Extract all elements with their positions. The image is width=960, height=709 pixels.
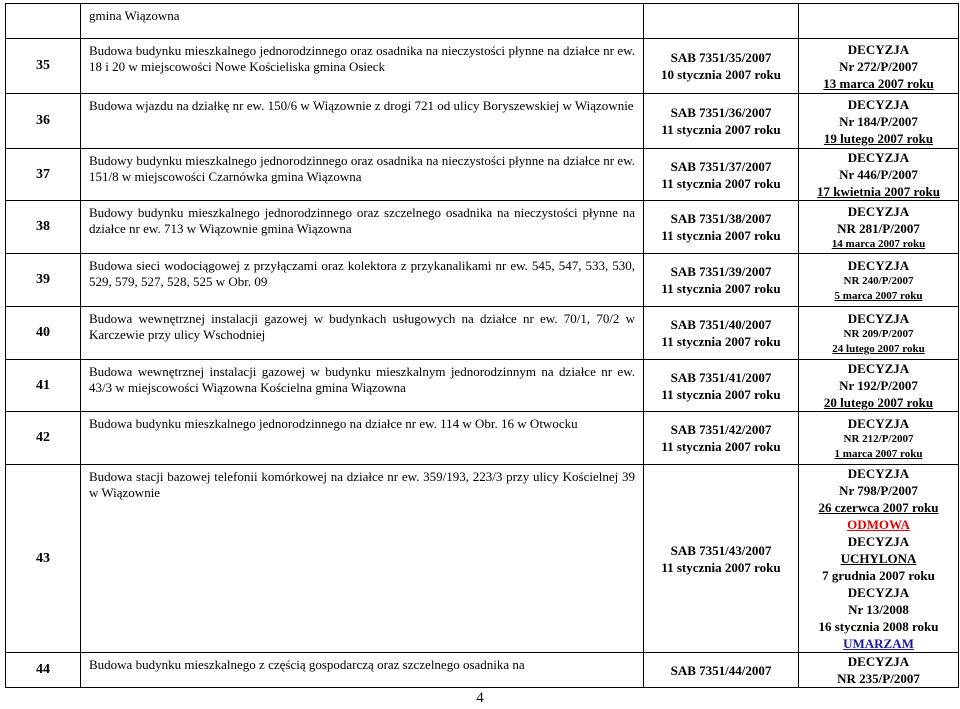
decision-cell — [799, 412, 959, 465]
sab-reference: SAB 7351/41/2007 — [670, 369, 772, 385]
decision-date: 13 marca 2007 roku — [823, 75, 934, 91]
sab-cell — [644, 653, 799, 688]
decision-cell — [799, 201, 959, 254]
table-row — [6, 360, 959, 412]
decision-date: 5 marca 2007 roku — [834, 289, 923, 302]
row-description: Budowy budynku mieszkalnego jednorodzinnego oraz osadnika na nieczystości płynne na działce nr ew. 151/8 w miejscowości Czarnówka gmina Wiązowna — [81, 149, 644, 201]
table-row — [6, 653, 959, 688]
decision-title: DECYZJA — [847, 466, 910, 481]
table-row — [6, 254, 959, 307]
decision-date: 19 lutego 2007 roku — [823, 130, 934, 146]
decision-date: 7 grudnia 2007 roku — [822, 568, 935, 583]
decision-number: Nr 13/2008 — [848, 602, 909, 617]
row-description: Budowa stacji bazowej telefonii komórkowej na działce nr ew. 359/193, 223/3 przy ulicy Kościelnej 39 w Wiązownie — [81, 465, 644, 653]
decision-number: NR 281/P/2007 — [837, 220, 920, 236]
decision-date: 24 lutego 2007 roku — [832, 342, 925, 355]
sab-date: 11 stycznia 2007 roku — [661, 559, 781, 575]
sab-date: 11 stycznia 2007 roku — [661, 122, 781, 137]
sab-cell — [644, 4, 799, 39]
decision-date: 1 marca 2007 roku — [834, 447, 923, 460]
sab-cell — [644, 254, 799, 307]
decision-title: DECYZJA — [847, 257, 910, 273]
decision-status-refusal: ODMOWA — [847, 517, 910, 532]
row-number: 40 — [6, 307, 81, 360]
decision-number: NR 212/P/2007 — [843, 432, 914, 445]
sab-reference: SAB 7351/35/2007 — [670, 50, 772, 65]
table-row — [6, 465, 959, 653]
decision-number: NR 209/P/2007 — [843, 327, 914, 340]
decision-number: NR 240/P/2007 — [843, 274, 914, 287]
decision-title: DECYZJA — [847, 534, 910, 549]
row-description: Budowa budynku mieszkalnego jednorodzinnego na działce nr ew. 114 w Obr. 16 w Otwocku — [81, 412, 644, 465]
decision-cell — [799, 94, 959, 149]
table-row — [6, 201, 959, 254]
table-row — [6, 4, 959, 39]
sab-date: 11 stycznia 2007 roku — [661, 228, 781, 243]
sab-cell — [644, 360, 799, 412]
table-row — [6, 149, 959, 201]
sab-reference: SAB 7351/42/2007 — [670, 422, 772, 437]
row-number: 44 — [6, 653, 81, 688]
sab-cell — [644, 94, 799, 149]
decision-number: Nr 192/P/2007 — [839, 378, 918, 393]
table-row — [6, 94, 959, 149]
decision-date: 26 czerwca 2007 roku — [818, 500, 939, 515]
decision-number: Nr 798/P/2007 — [839, 483, 918, 498]
decision-title: DECYZJA — [847, 415, 910, 431]
sab-cell — [644, 412, 799, 465]
register-table — [5, 3, 959, 688]
decision-title: DECYZJA — [847, 203, 910, 219]
sab-cell — [644, 465, 799, 653]
decision-cell — [799, 465, 959, 653]
table-row — [6, 307, 959, 360]
row-description: Budowa budynku mieszkalnego z częścią gospodarczą oraz szczelnego osadnika na — [81, 653, 644, 688]
decision-title: DECYZJA — [847, 41, 910, 57]
sab-reference: SAB 7351/38/2007 — [670, 211, 772, 226]
decision-number: Nr 272/P/2007 — [839, 58, 918, 74]
sab-reference: SAB 7351/36/2007 — [670, 105, 772, 120]
row-number: 39 — [6, 254, 81, 307]
sab-reference: SAB 7351/39/2007 — [670, 264, 772, 279]
decision-title: DECYZJA — [847, 96, 910, 112]
sab-date: 11 stycznia 2007 roku — [661, 281, 781, 296]
decision-date: 20 lutego 2007 roku — [823, 395, 934, 410]
decision-cell — [799, 307, 959, 360]
decision-cell — [799, 4, 959, 39]
row-number: 38 — [6, 201, 81, 254]
decision-date: 14 marca 2007 roku — [831, 237, 926, 250]
decision-cell — [799, 254, 959, 307]
decision-title: DECYZJA — [847, 654, 910, 669]
sab-cell — [644, 39, 799, 94]
sab-reference: SAB 7351/43/2007 — [670, 542, 772, 558]
sab-cell — [644, 149, 799, 201]
decision-title: DECYZJA — [847, 585, 910, 600]
row-number: 43 — [6, 465, 81, 653]
sab-cell — [644, 307, 799, 360]
decision-number: NR 235/P/2007 — [837, 671, 920, 686]
decision-cell — [799, 653, 959, 688]
page-number: 4 — [476, 690, 484, 706]
sab-date: 11 stycznia 2007 roku — [661, 439, 781, 454]
row-description: Budowy budynku mieszkalnego jednorodzinnego oraz szczelnego osadnika na nieczystości płynne na działce nr ew. 713 w Wiązownie gmina Wiązowna — [81, 201, 644, 254]
decision-status-annulled: UCHYLONA — [840, 551, 917, 566]
decision-cell — [799, 360, 959, 412]
sab-reference: SAB 7351/44/2007 — [670, 662, 772, 678]
decision-date: 16 stycznia 2008 roku — [818, 619, 939, 634]
row-number: 42 — [6, 412, 81, 465]
decision-title: DECYZJA — [847, 310, 910, 326]
table-row — [6, 39, 959, 94]
row-number: 35 — [6, 39, 81, 94]
row-number: 41 — [6, 360, 81, 412]
sab-reference: SAB 7351/37/2007 — [670, 158, 772, 174]
sab-cell — [644, 201, 799, 254]
decision-cell — [799, 149, 959, 201]
decision-title: DECYZJA — [847, 361, 910, 376]
decision-title: DECYZJA — [847, 150, 910, 165]
sab-reference: SAB 7351/40/2007 — [670, 317, 772, 332]
row-number: 36 — [6, 94, 81, 149]
sab-date: 10 stycznia 2007 roku — [660, 67, 781, 82]
sab-date: 11 stycznia 2007 roku — [661, 334, 781, 349]
sab-date: 11 stycznia 2007 roku — [661, 175, 781, 191]
decision-cell — [799, 39, 959, 94]
row-description: Budowa wewnętrznej instalacji gazowej w budynku mieszkalnym jednorodzinnym na działce nr ew. 43/3 w miejscowości Wiązowna Kościelna gmina Wiązowna — [81, 360, 644, 412]
row-description: Budowa wewnętrznej instalacji gazowej w budynkach usługowych na działce nr ew. 70/1, 70/2 w Karczewie przy ulicy Wschodniej — [81, 307, 644, 360]
description-cell: gmina Wiązowna — [81, 4, 644, 39]
number-cell — [6, 4, 81, 39]
table-row — [6, 412, 959, 465]
decision-date: 17 kwietnia 2007 roku — [817, 184, 940, 199]
decision-status-discontinued: UMARZAM — [843, 636, 914, 651]
row-number: 37 — [6, 149, 81, 201]
row-description: Budowa budynku mieszkalnego jednorodzinnego oraz osadnika na nieczystości płynne na działce nr ew. 18 i 20 w miejscowości Nowe Kościeliska gmina Osieck — [81, 39, 644, 94]
decision-number: Nr 184/P/2007 — [839, 113, 918, 129]
sab-date: 11 stycznia 2007 roku — [661, 386, 781, 402]
row-description: Budowa wjazdu na działkę nr ew. 150/6 w Wiązownie z drogi 721 od ulicy Boryszewskiej w Wiązownie — [81, 94, 644, 149]
row-description: Budowa sieci wodociągowej z przyłączami oraz kolektora z przykanalikami nr ew. 545, 547, 533, 530, 529, 579, 527, 528, 525 w Obr. 09 — [81, 254, 644, 307]
decision-number: Nr 446/P/2007 — [839, 167, 918, 182]
